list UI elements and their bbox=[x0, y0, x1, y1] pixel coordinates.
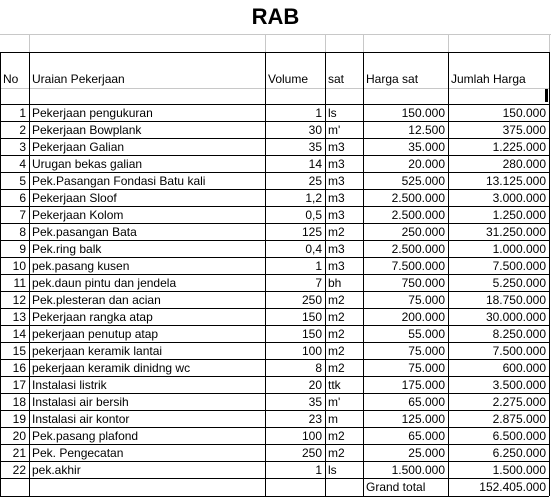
table-row bbox=[0, 241, 551, 258]
table-row bbox=[0, 445, 551, 462]
cell-uraian[interactable]: pekerjaan keramik dinidng wc bbox=[32, 361, 191, 375]
grid-line bbox=[0, 34, 551, 35]
cell-volume[interactable]: 30 bbox=[308, 123, 322, 137]
cell-uraian[interactable]: Pek.pasang plafond bbox=[32, 429, 139, 443]
cell-jumlah[interactable]: 6.250.000 bbox=[492, 446, 546, 460]
cell-uraian[interactable]: Urugan bekas galian bbox=[32, 157, 143, 171]
cell-harga[interactable]: 2.500.000 bbox=[391, 191, 445, 205]
table-row bbox=[0, 462, 551, 479]
cell-harga[interactable]: 1.500.000 bbox=[391, 463, 445, 477]
cell-harga[interactable]: 65.000 bbox=[408, 395, 445, 409]
cell-volume[interactable]: 8 bbox=[315, 361, 322, 375]
grid-line bbox=[325, 52, 326, 496]
cell-jumlah[interactable]: 8.250.000 bbox=[492, 327, 546, 341]
grid-line bbox=[549, 52, 550, 496]
cell-uraian[interactable]: Pek. Pengecatan bbox=[32, 446, 124, 460]
table-row bbox=[0, 207, 551, 224]
cell-harga[interactable]: 2.500.000 bbox=[391, 208, 445, 222]
cell-volume[interactable]: 250 bbox=[301, 446, 322, 460]
cell-no[interactable]: 13 bbox=[12, 310, 26, 324]
cell-no[interactable]: 12 bbox=[12, 293, 26, 307]
cell-no[interactable]: 3 bbox=[19, 140, 26, 154]
cell-jumlah[interactable]: 5.250.000 bbox=[492, 276, 546, 290]
cell-uraian[interactable]: Pek.pasangan Bata bbox=[32, 225, 137, 239]
cell-no[interactable]: 8 bbox=[19, 225, 26, 239]
cell-sat[interactable]: m3 bbox=[328, 191, 345, 205]
total-row bbox=[0, 479, 551, 496]
grid-line bbox=[448, 52, 449, 496]
cell-sat[interactable]: ttk bbox=[328, 378, 341, 392]
table-row bbox=[0, 224, 551, 241]
cell-jumlah[interactable]: 2.875.000 bbox=[492, 412, 546, 426]
cell-sat[interactable]: m2 bbox=[328, 446, 345, 460]
cell-volume[interactable]: 7 bbox=[315, 276, 322, 290]
header-sat[interactable]: sat bbox=[328, 72, 345, 86]
cell-harga[interactable]: 150.000 bbox=[401, 106, 445, 120]
cell-sat[interactable]: m3 bbox=[328, 157, 345, 171]
cell-harga[interactable]: 175.000 bbox=[401, 378, 445, 392]
header-row bbox=[0, 69, 551, 88]
cell-harga[interactable]: 25.000 bbox=[408, 446, 445, 460]
cell-jumlah[interactable]: 280.000 bbox=[502, 157, 546, 171]
cell-jumlah[interactable]: 1.500.000 bbox=[492, 463, 546, 477]
grid-line bbox=[0, 52, 1, 496]
table-row bbox=[0, 292, 551, 309]
cell-uraian[interactable]: Pekerjaan rangka atap bbox=[32, 310, 153, 324]
cell-uraian[interactable]: pekerjaan keramik lantai bbox=[32, 344, 163, 358]
grid-line bbox=[549, 34, 550, 52]
table-row bbox=[0, 122, 551, 139]
cell-uraian[interactable]: Pek.plesteran dan acian bbox=[32, 293, 161, 307]
sheet-title: RAB bbox=[251, 4, 300, 29]
cell-uraian[interactable]: pek.daun pintu dan jendela bbox=[32, 276, 177, 290]
cell-no[interactable]: 6 bbox=[19, 191, 26, 205]
cell-harga[interactable]: 2.500.000 bbox=[391, 242, 445, 256]
table-row bbox=[0, 258, 551, 275]
cell-harga[interactable]: 65.000 bbox=[408, 429, 445, 443]
cell-uraian[interactable]: Instalasi listrik bbox=[32, 378, 107, 392]
table-row bbox=[0, 275, 551, 292]
table-row bbox=[0, 394, 551, 411]
cell-sat[interactable]: ls bbox=[328, 463, 337, 477]
cell-volume[interactable]: 150 bbox=[301, 327, 322, 341]
cell-uraian[interactable]: Instalasi air kontor bbox=[32, 412, 130, 426]
cell-no[interactable]: 10 bbox=[12, 259, 26, 273]
cell-uraian[interactable]: Pekerjaan Sloof bbox=[32, 191, 117, 205]
cell-uraian[interactable]: Pekerjaan pengukuran bbox=[32, 106, 153, 120]
cell-uraian[interactable]: pek.pasang kusen bbox=[32, 259, 130, 273]
cell-sat[interactable]: ls bbox=[328, 106, 337, 120]
table-row bbox=[0, 139, 551, 156]
cell-no[interactable]: 20 bbox=[12, 429, 26, 443]
cell-sat[interactable]: m2 bbox=[328, 293, 345, 307]
cell-sat[interactable]: m3 bbox=[328, 242, 345, 256]
cell-sat[interactable]: m' bbox=[328, 123, 341, 137]
cell-sat[interactable]: m2 bbox=[328, 344, 345, 358]
table-row bbox=[0, 377, 551, 394]
cell-no[interactable]: 16 bbox=[12, 361, 26, 375]
table-row bbox=[0, 309, 551, 326]
table-row bbox=[0, 411, 551, 428]
grand-total-value[interactable]: 152.405.000 bbox=[479, 480, 546, 494]
cell-harga[interactable]: 7.500.000 bbox=[391, 259, 445, 273]
table-row bbox=[0, 156, 551, 173]
grid-line bbox=[363, 52, 364, 496]
cell-volume[interactable]: 1 bbox=[315, 106, 322, 120]
table-row bbox=[0, 360, 551, 377]
cell-no[interactable]: 19 bbox=[12, 412, 26, 426]
grid-line bbox=[0, 496, 549, 497]
cell-sat[interactable]: m2 bbox=[328, 225, 345, 239]
cell-sat[interactable]: m3 bbox=[328, 174, 345, 188]
cell-harga[interactable]: 525.000 bbox=[401, 174, 445, 188]
cell-sat[interactable]: m bbox=[328, 412, 338, 426]
cell-no[interactable]: 9 bbox=[19, 242, 26, 256]
table-row bbox=[0, 173, 551, 190]
cell-volume[interactable]: 14 bbox=[308, 157, 322, 171]
cell-jumlah[interactable]: 13.125.000 bbox=[485, 174, 546, 188]
grid-line bbox=[325, 34, 326, 52]
cell-no[interactable]: 2 bbox=[19, 123, 26, 137]
cell-harga[interactable]: 750.000 bbox=[401, 276, 445, 290]
cell-volume[interactable]: 1 bbox=[315, 463, 322, 477]
cell-no[interactable]: 4 bbox=[19, 157, 26, 171]
cell-harga[interactable]: 20.000 bbox=[408, 157, 445, 171]
cell-volume[interactable]: 1 bbox=[315, 259, 322, 273]
cell-volume[interactable]: 100 bbox=[301, 344, 322, 358]
cell-volume[interactable]: 1,2 bbox=[305, 191, 322, 205]
cell-volume[interactable]: 150 bbox=[301, 310, 322, 324]
cell-uraian[interactable]: Pek.Pasangan Fondasi Batu kali bbox=[32, 174, 206, 188]
table-row bbox=[0, 190, 551, 207]
cell-no[interactable]: 22 bbox=[12, 463, 26, 477]
cell-no[interactable]: 14 bbox=[12, 327, 26, 341]
grid-line bbox=[448, 34, 449, 52]
cell-jumlah[interactable]: 30.000.000 bbox=[485, 310, 546, 324]
header-harga-sat[interactable]: Harga sat bbox=[366, 72, 419, 86]
cell-harga[interactable]: 125.000 bbox=[401, 412, 445, 426]
cell-sat[interactable]: m2 bbox=[328, 429, 345, 443]
table-row bbox=[0, 343, 551, 360]
cell-jumlah[interactable]: 1.225.000 bbox=[492, 140, 546, 154]
table-row bbox=[0, 428, 551, 445]
header-no[interactable]: No bbox=[3, 72, 19, 86]
cell-no[interactable]: 7 bbox=[19, 208, 26, 222]
cell-no[interactable]: 17 bbox=[12, 378, 26, 392]
cell-volume[interactable]: 35 bbox=[308, 395, 322, 409]
grid-line bbox=[363, 34, 364, 52]
cell-uraian[interactable]: Pekerjaan Galian bbox=[32, 140, 125, 154]
cell-jumlah[interactable]: 3.500.000 bbox=[492, 378, 546, 392]
cell-jumlah[interactable]: 150.000 bbox=[502, 106, 546, 120]
cell-sat[interactable]: m3 bbox=[328, 208, 345, 222]
cell-sat[interactable]: m2 bbox=[328, 361, 345, 375]
grid-line bbox=[29, 52, 30, 496]
cell-volume[interactable]: 35 bbox=[308, 140, 322, 154]
cell-uraian[interactable]: Pekerjaan Bowplank bbox=[32, 123, 142, 137]
cell-sat[interactable]: m' bbox=[328, 395, 341, 409]
cell-uraian[interactable]: Pekerjaan Kolom bbox=[32, 208, 124, 222]
grid-line bbox=[0, 88, 549, 89]
cell-volume[interactable]: 0,4 bbox=[305, 242, 322, 256]
cell-no[interactable]: 18 bbox=[12, 395, 26, 409]
cell-jumlah[interactable]: 1.000.000 bbox=[492, 242, 546, 256]
cell-jumlah[interactable]: 600.000 bbox=[502, 361, 546, 375]
grid-line bbox=[0, 52, 549, 53]
cell-no[interactable]: 5 bbox=[19, 174, 26, 188]
cell-volume[interactable]: 0,5 bbox=[305, 208, 322, 222]
cell-volume[interactable]: 250 bbox=[301, 293, 322, 307]
cell-jumlah[interactable]: 18.750.000 bbox=[485, 293, 546, 307]
header-jumlah-harga[interactable]: Jumlah Harga bbox=[451, 72, 526, 86]
cell-no[interactable]: 15 bbox=[12, 344, 26, 358]
header-volume[interactable]: Volume bbox=[268, 72, 309, 86]
cell-sat[interactable]: m2 bbox=[328, 310, 345, 324]
cell-harga[interactable]: 55.000 bbox=[408, 327, 445, 341]
table-row bbox=[0, 326, 551, 343]
cell-volume[interactable]: 20 bbox=[308, 378, 322, 392]
cell-cursor-icon bbox=[545, 89, 548, 102]
cell-sat[interactable]: m3 bbox=[328, 259, 345, 273]
cell-harga[interactable]: 35.000 bbox=[408, 140, 445, 154]
cell-sat[interactable]: m3 bbox=[328, 140, 345, 154]
grand-total-label[interactable]: Grand total bbox=[366, 480, 426, 494]
header-uraian[interactable]: Uraian Pekerjaan bbox=[32, 72, 125, 86]
cell-volume[interactable]: 100 bbox=[301, 429, 322, 443]
cell-volume[interactable]: 25 bbox=[308, 174, 322, 188]
cell-harga[interactable]: 75.000 bbox=[408, 293, 445, 307]
cell-jumlah[interactable]: 31.250.000 bbox=[485, 225, 546, 239]
cell-jumlah[interactable]: 7.500.000 bbox=[492, 259, 546, 273]
cell-jumlah[interactable]: 375.000 bbox=[502, 123, 546, 137]
cell-jumlah[interactable]: 2.275.000 bbox=[492, 395, 546, 409]
cell-harga[interactable]: 12.500 bbox=[408, 123, 445, 137]
cell-sat[interactable]: bh bbox=[328, 276, 342, 290]
cell-harga[interactable]: 200.000 bbox=[401, 310, 445, 324]
cell-no[interactable]: 1 bbox=[19, 106, 26, 120]
cell-uraian[interactable]: pek.akhir bbox=[32, 463, 81, 477]
cell-volume[interactable]: 23 bbox=[308, 412, 322, 426]
cell-jumlah[interactable]: 1.250.000 bbox=[492, 208, 546, 222]
table-row bbox=[0, 105, 551, 122]
cell-no[interactable]: 11 bbox=[13, 276, 26, 290]
cell-uraian[interactable]: Instalasi air bersih bbox=[32, 395, 129, 409]
grid-line bbox=[265, 52, 266, 496]
cell-sat[interactable]: m2 bbox=[328, 327, 345, 341]
grid-line bbox=[265, 34, 266, 52]
cell-harga[interactable]: 250.000 bbox=[401, 225, 445, 239]
cell-jumlah[interactable]: 6.500.000 bbox=[492, 429, 546, 443]
cell-harga[interactable]: 75.000 bbox=[408, 361, 445, 375]
cell-volume[interactable]: 125 bbox=[301, 225, 322, 239]
cell-no[interactable]: 21 bbox=[12, 446, 26, 460]
cell-uraian[interactable]: pekerjaan penutup atap bbox=[32, 327, 159, 341]
grid-line bbox=[29, 34, 30, 52]
cell-jumlah[interactable]: 3.000.000 bbox=[492, 191, 546, 205]
cell-jumlah[interactable]: 7.500.000 bbox=[492, 344, 546, 358]
cell-uraian[interactable]: Pek.ring balk bbox=[32, 242, 102, 256]
cell-harga[interactable]: 75.000 bbox=[408, 344, 445, 358]
